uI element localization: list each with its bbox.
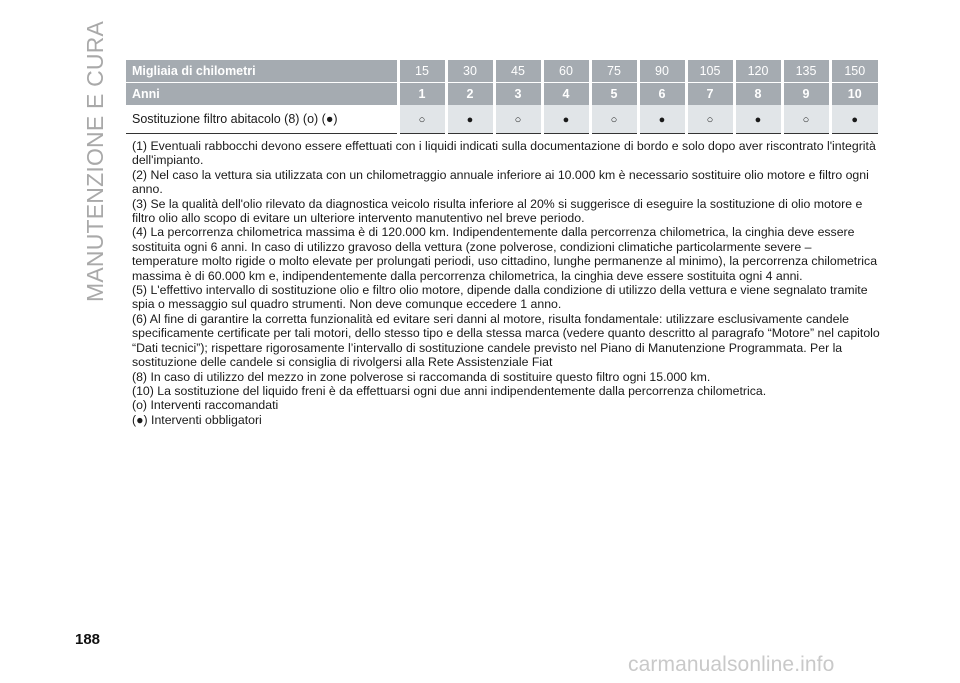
footnote: (5) L'effettivo intervallo di sostituzione olio e filtro olio motore, dipende dalla condizione di utilizzo della vettura e viene segnalato tramite spia o messaggio sul quadro strumenti. Non deve comunque eccedere 1 anno. xyxy=(132,283,868,312)
footnote: (●) Interventi obbligatori xyxy=(132,412,262,427)
km-header-label: Migliaia di chilometri xyxy=(126,60,398,83)
interval-cell xyxy=(830,105,878,134)
year-value: 4 xyxy=(542,83,590,106)
interval-cell xyxy=(446,105,494,134)
year-value: 8 xyxy=(734,83,782,106)
interval-mark-icon: ○ xyxy=(514,114,522,126)
km-value: 105 xyxy=(686,60,734,83)
maintenance-schedule-table xyxy=(126,60,878,134)
interval-cell xyxy=(638,105,686,134)
interval-cell xyxy=(542,105,590,134)
footnote: (1) Eventuali rabbocchi devono essere effettuati con i liquidi indicati sulla documentazione di bordo e solo dopo aver riscontrato l'integrità dell'impianto. xyxy=(132,139,876,168)
km-value: 135 xyxy=(782,60,830,83)
interval-mark-icon: ○ xyxy=(610,114,618,126)
interval-mark-icon: ● xyxy=(466,114,474,126)
interval-cell xyxy=(494,105,542,134)
km-value: 15 xyxy=(398,60,446,83)
years-header-row xyxy=(126,83,878,106)
site-watermark: carmanualsonline.info xyxy=(628,653,835,676)
cabin-filter-label: Sostituzione filtro abitacolo (8) (o) (●) xyxy=(126,105,398,134)
interval-mark-icon: ● xyxy=(562,114,570,126)
year-value: 6 xyxy=(638,83,686,106)
km-value: 30 xyxy=(446,60,494,83)
interval-cell xyxy=(590,105,638,134)
interval-mark-icon: ○ xyxy=(802,114,810,126)
year-value: 7 xyxy=(686,83,734,106)
section-side-title-text: MANUTENZIONE E CURA xyxy=(82,20,108,302)
year-value: 2 xyxy=(446,83,494,106)
km-value: 150 xyxy=(830,60,878,83)
footnote: (8) In caso di utilizzo del mezzo in zone polverose si raccomanda di sostituire questo filtro ogni 15.000 km. xyxy=(132,369,711,384)
year-value: 3 xyxy=(494,83,542,106)
interval-cell xyxy=(398,105,446,134)
year-value: 10 xyxy=(830,83,878,106)
footnote: (4) La percorrenza chilometrica massima è di 120.000 km. Indipendentemente dalla percorrenza chilometrica, la cinghia deve essere sostituita ogni 6 anni. In caso di utilizzo gravoso della vettura (zone polverose, condizioni climatiche particolarmente severe – temperature molto rigide o molto elevate per prolungati periodi, uso cittadino, lunghe permanenze al minimo), la percorrenza chilometrica massima è di 60.000 km e, indipendentemente dalla percorrenza chilometrica, la cinghia deve essere sostituita ogni 4 anni. xyxy=(132,225,878,283)
page-number: 188 xyxy=(75,631,101,648)
interval-cell xyxy=(782,105,830,134)
years-header-label: Anni xyxy=(126,83,398,106)
km-value: 60 xyxy=(542,60,590,83)
footnote: (6) Al fine di garantire la corretta funzionalità ed evitare seri danni al motore, risulta fondamentale: utilizzare esclusivamente candele specificamente certificate per tali motori, dello stesso tipo e della stessa marca (vedere quanto descritto al paragrafo “Motore” nel capitolo “Dati tecnici”); rispettare rigorosamente l’intervallo di sostituzione candele previsto nel Piano di Manutenzione Programmata. Per la sostituzione delle candele si consiglia di rivolgersi alla Rete Assistenziale Fiat xyxy=(132,311,880,370)
year-value: 9 xyxy=(782,83,830,106)
year-value: 5 xyxy=(590,83,638,106)
interval-mark-icon: ○ xyxy=(706,114,714,126)
interval-mark-icon: ● xyxy=(754,114,762,126)
footnotes xyxy=(132,139,880,427)
interval-cell xyxy=(734,105,782,134)
km-value: 45 xyxy=(494,60,542,83)
cabin-filter-row xyxy=(126,105,878,134)
year-value: 1 xyxy=(398,83,446,106)
footnote: (10) La sostituzione del liquido freni è da effettuarsi ogni due anni indipendentemente dalla percorrenza chilometrica. xyxy=(132,383,767,398)
interval-mark-icon: ● xyxy=(658,114,666,126)
interval-cell xyxy=(686,105,734,134)
footnote: (o) Interventi raccomandati xyxy=(132,398,279,413)
footnote: (2) Nel caso la vettura sia utilizzata con un chilometraggio annuale inferiore ai 10.000 km è necessario sostituire olio motore e filtro ogni anno. xyxy=(132,167,869,197)
km-header-row xyxy=(126,60,878,83)
km-value: 120 xyxy=(734,60,782,83)
km-value: 90 xyxy=(638,60,686,83)
interval-mark-icon: ○ xyxy=(418,114,426,126)
footnote: (3) Se la qualità dell'olio rilevato da diagnostica veicolo risulta inferiore al 20% si suggerisce di eseguire la sostituzione di olio motore e filtro olio allo scopo di evitare un ulteriore intervento manutentivo nel breve periodo. xyxy=(132,196,863,226)
km-value: 75 xyxy=(590,60,638,83)
interval-mark-icon: ● xyxy=(851,114,859,126)
